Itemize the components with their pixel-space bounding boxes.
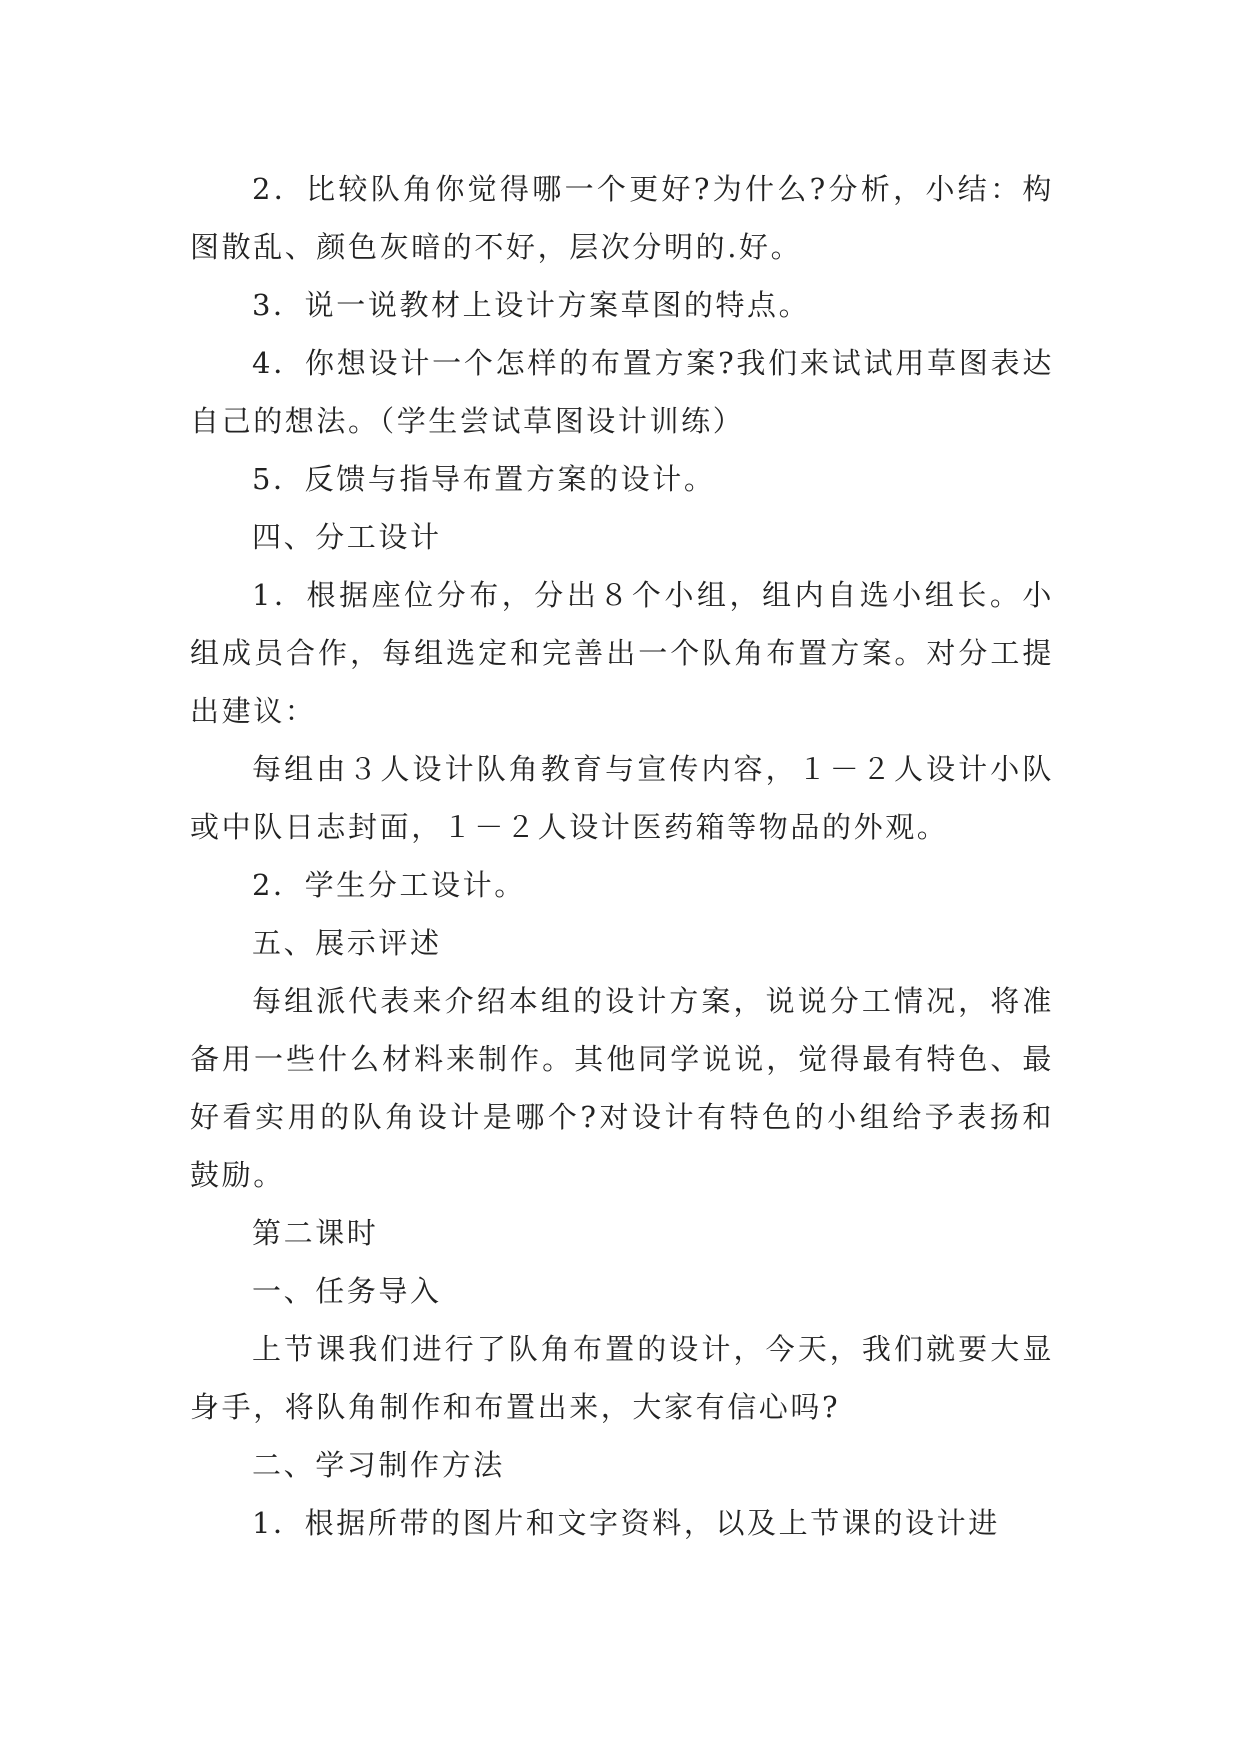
paragraph-feedback: 5．反馈与指导布置方案的设计。 xyxy=(252,462,716,496)
document-body xyxy=(190,160,1054,1552)
section-heading-task: 一、任务导入 xyxy=(252,1274,442,1308)
paragraph-task-intro: 上节课我们进行了队角布置的设计，今天，我们就要大显身手，将队角制作和布置出来，大家有信心吗? xyxy=(190,1332,1054,1424)
paragraph-groups: 1．根据座位分布，分出８个小组，组内自选小组长。小组成员合作，每组选定和完善出一个队角布置方案。对分工提出建议： xyxy=(190,578,1054,728)
section-heading-presentation: 五、展示评述 xyxy=(252,926,442,960)
section-heading-methods: 二、学习制作方法 xyxy=(252,1448,505,1482)
section-heading-division: 四、分工设计 xyxy=(252,520,442,554)
paragraph-roles: 每组由３人设计队角教育与宣传内容，１－２人设计小队或中队日志封面，１－２人设计医药箱等物品的外观。 xyxy=(190,752,1054,844)
paragraph-design-plan: 4．你想设计一个怎样的布置方案?我们来试试用草图表达自己的想法。（学生尝试草图设计训练） xyxy=(190,346,1054,438)
lesson-heading-second: 第二课时 xyxy=(252,1216,379,1250)
paragraph-student-design: 2．学生分工设计。 xyxy=(252,868,526,902)
paragraph-sketch-features: 3．说一说教材上设计方案草图的特点。 xyxy=(252,288,811,322)
paragraph-comparison: 2．比较队角你觉得哪一个更好?为什么?分析，小结：构图散乱、颜色灰暗的不好，层次分明的.好。 xyxy=(190,172,1054,264)
paragraph-methods: 1．根据所带的图片和文字资料，以及上节课的设计进 xyxy=(252,1506,1000,1540)
paragraph-presentation: 每组派代表来介绍本组的设计方案，说说分工情况，将准备用一些什么材料来制作。其他同学说说，觉得最有特色、最好看实用的队角设计是哪个?对设计有特色的小组给予表扬和鼓励。 xyxy=(190,984,1054,1192)
